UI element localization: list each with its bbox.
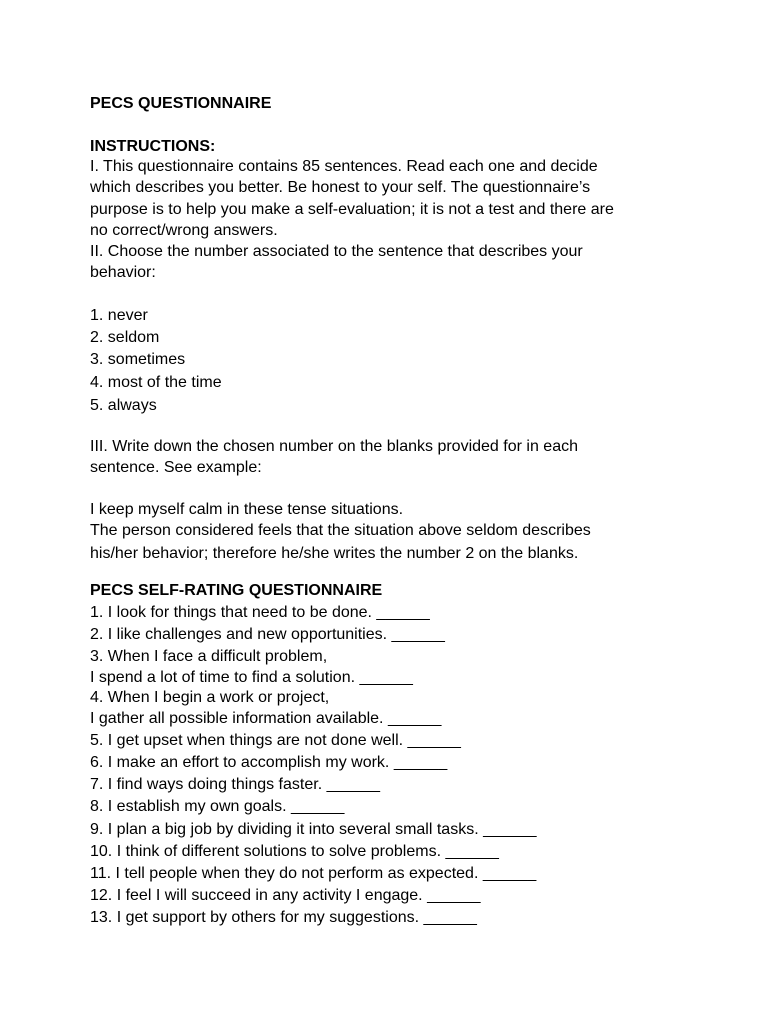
scale-item: 5. always bbox=[90, 397, 157, 414]
instructions-heading: INSTRUCTIONS: bbox=[90, 138, 216, 155]
instruction-line: no correct/wrong answers. bbox=[90, 222, 278, 239]
example-line: his/her behavior; therefore he/she writes the number 2 on the blanks. bbox=[90, 545, 579, 562]
instruction-line: purpose is to help you make a self-evaluation; it is not a test and there are bbox=[90, 201, 614, 218]
scale-item: 2. seldom bbox=[90, 329, 160, 346]
question-line: 1. I look for things that need to be done. ______ bbox=[90, 604, 430, 621]
question-line: 5. I get upset when things are not done well. ______ bbox=[90, 732, 461, 749]
instruction-line: which describes you better. Be honest to your self. The questionnaire’s bbox=[90, 179, 591, 196]
question-line: 7. I find ways doing things faster. ______ bbox=[90, 776, 380, 793]
example-line: I keep myself calm in these tense situations. bbox=[90, 501, 404, 518]
question-line: 4. When I begin a work or project, bbox=[90, 689, 330, 706]
instruction-line: II. Choose the number associated to the sentence that describes your bbox=[90, 243, 583, 260]
question-line: I spend a lot of time to find a solution. ______ bbox=[90, 669, 413, 686]
questionnaire-heading: PECS SELF-RATING QUESTIONNAIRE bbox=[90, 582, 383, 599]
instruction-line: behavior: bbox=[90, 264, 156, 281]
document-title: PECS QUESTIONNAIRE bbox=[90, 95, 272, 112]
example-line: The person considered feels that the situation above seldom describes bbox=[90, 522, 591, 539]
question-line: 8. I establish my own goals. ______ bbox=[90, 798, 345, 815]
question-line: 9. I plan a big job by dividing it into several small tasks. ______ bbox=[90, 821, 537, 838]
instruction-line: sentence. See example: bbox=[90, 459, 262, 476]
scale-item: 1. never bbox=[90, 307, 148, 324]
instruction-line: III. Write down the chosen number on the blanks provided for in each bbox=[90, 438, 578, 455]
question-line: 12. I feel I will succeed in any activity I engage. ______ bbox=[90, 887, 481, 904]
instruction-line: I. This questionnaire contains 85 sentences. Read each one and decide bbox=[90, 158, 598, 175]
question-line: 11. I tell people when they do not perform as expected. ______ bbox=[90, 865, 537, 882]
question-line: I gather all possible information available. ______ bbox=[90, 710, 442, 727]
scale-item: 4. most of the time bbox=[90, 374, 222, 391]
scale-item: 3. sometimes bbox=[90, 351, 186, 368]
question-line: 2. I like challenges and new opportunities. ______ bbox=[90, 626, 445, 643]
question-line: 6. I make an effort to accomplish my work. ______ bbox=[90, 754, 448, 771]
question-line: 10. I think of different solutions to solve problems. ______ bbox=[90, 843, 499, 860]
question-line: 13. I get support by others for my suggestions. ______ bbox=[90, 909, 477, 926]
question-line: 3. When I face a difficult problem, bbox=[90, 648, 328, 665]
